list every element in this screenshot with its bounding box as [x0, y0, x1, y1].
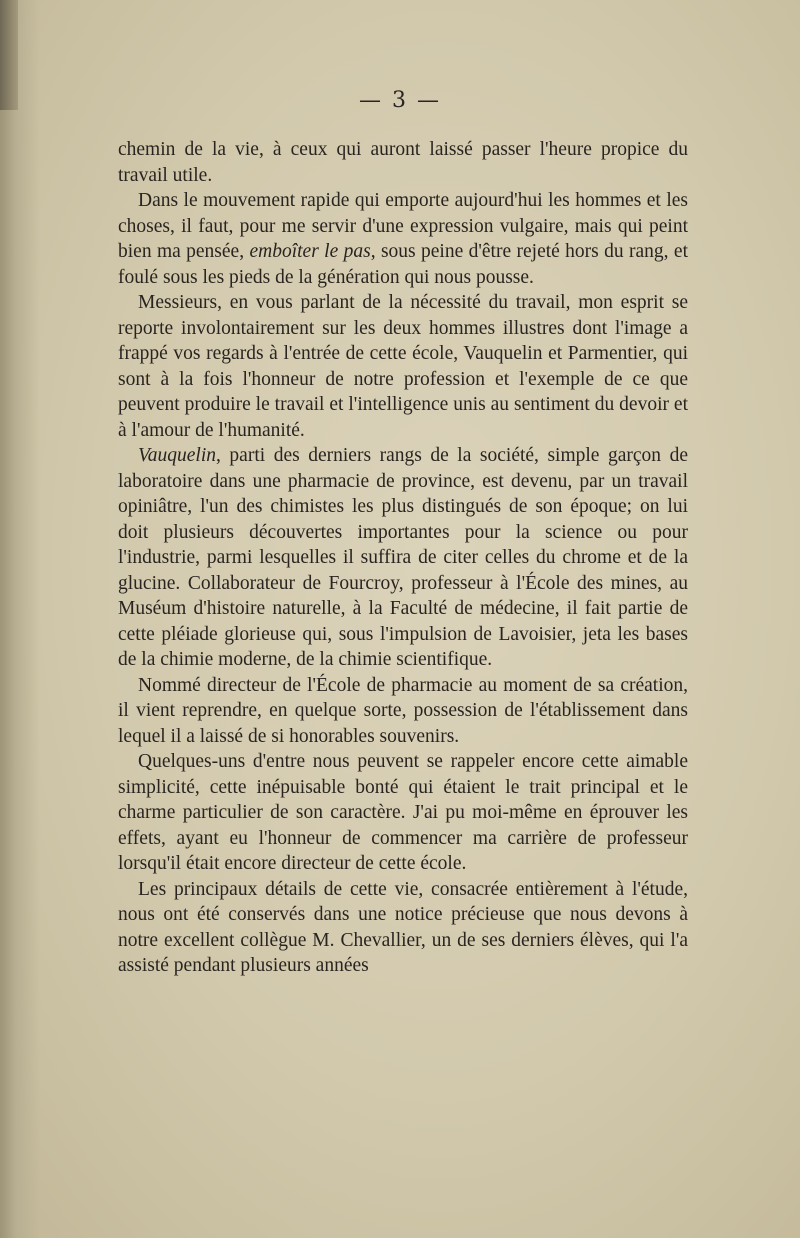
paragraph — [118, 749, 688, 877]
paragraph — [118, 877, 688, 979]
page-edge-shadow — [0, 0, 40, 1238]
paragraph-text: , sous peine d'être rejeté hors du rang, et foulé sous les pieds de la génération qui nous pousse. — [118, 241, 688, 288]
paragraph — [118, 443, 688, 673]
paragraph-text: , parti des derniers rangs de la société, simple garçon de laboratoire dans une pharmacie de province, est devenu, par un travail opiniâtre, l'un des chimistes les plus distingués de son époque; on lui doit plusieurs découvertes importantes pour la science ou pour l'industrie, parmi lesquelles il suffira de citer celles du chrome et de la glucine. Collaborateur de Fourcroy, professeur à l'École des mines, au Muséum d'histoire naturelle, à la Faculté de médecine, il fait partie de cette pléiade glorieuse qui, sous l'impulsion de Lavoisier, jeta les bases de la chimie moderne, de la chimie scientifique. — [118, 445, 688, 670]
paragraph — [118, 137, 688, 188]
paragraph-text: chemin de la vie, à ceux qui auront laissé passer l'heure propice du travail utile. — [118, 139, 688, 186]
paragraph — [118, 290, 688, 443]
paragraph-text: Messieurs, en vous parlant de la nécessité du travail, mon esprit se reporte involontairement sur les deux hommes illustres dont l'image a frappé vos regards à l'entrée de cette école, Vauquelin et Parmentier, qui sont à la fois l'honneur de notre profession et l'exemple de ce que peuvent produire le travail et l'intelligence unis au sentiment du devoir et à l'amour de l'humanité. — [118, 292, 688, 441]
page-number: — 3 — — [359, 88, 441, 113]
paragraph-text: Les principaux détails de cette vie, consacrée entièrement à l'étude, nous ont été conservés dans une notice précieuse que nous devons à notre excellent collègue M. Chevallier, un de ses derniers élèves, qui l'a assisté pendant plusieurs années — [118, 878, 688, 976]
paragraph-text: Nommé directeur de l'École de pharmacie au moment de sa création, il vient reprendre, en quelque sorte, possession de l'établissement dans lequel il a laissé de si honorables souvenirs. — [118, 674, 688, 747]
body-text — [118, 137, 688, 979]
italic-phrase: Vauquelin — [138, 445, 216, 466]
paragraph-text: Quelques-uns d'entre nous peuvent se rappeler encore cette aimable simplicité, cette inépuisable bonté qui étaient le trait principal et le charme particulier de son caractère. J'ai pu moi-même en éprouver les effets, ayant eu l'honneur de commencer ma carrière de professeur lorsqu'il était encore directeur de cette école. — [118, 751, 688, 874]
italic-phrase: emboîter le pas — [249, 241, 371, 262]
paragraph — [118, 673, 688, 750]
paragraph — [118, 188, 688, 290]
paragraph-text: Dans le mouvement rapide qui emporte aujourd'hui les hommes et les choses, il faut, pour me servir d'une expression vulgaire, mais qui peint bien ma pensée, — [118, 190, 688, 262]
